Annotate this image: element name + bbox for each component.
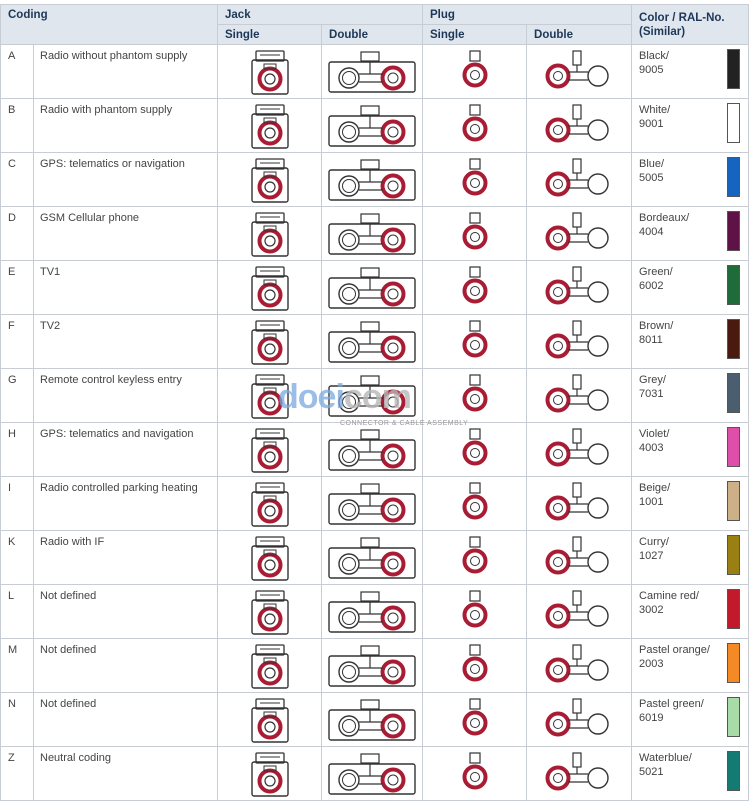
coding-description: Not defined <box>34 639 218 693</box>
ral-number: 5021 <box>639 766 664 778</box>
coding-description: GPS: telematics and navigation <box>34 423 218 477</box>
color-name: White/ <box>639 104 671 116</box>
plug-double-cell <box>527 747 632 801</box>
table-row <box>1 531 749 585</box>
jack-double-connector-icon <box>322 266 422 310</box>
jack-double-connector-icon <box>322 482 422 526</box>
coding-letter: L <box>1 585 34 639</box>
color-ral-cell <box>632 693 749 747</box>
coding-letter: C <box>1 153 34 207</box>
jack-double-cell <box>322 207 423 261</box>
jack-double-cell <box>322 45 423 99</box>
coding-letter: N <box>1 693 34 747</box>
plug-single-cell <box>423 693 527 747</box>
color-name: Pastel green/ <box>639 698 704 710</box>
plug-single-connector-icon <box>423 212 526 252</box>
color-swatch <box>727 157 740 197</box>
table-row <box>1 693 749 747</box>
table-row <box>1 423 749 477</box>
color-name: Camine red/ <box>639 590 699 602</box>
jack-double-connector-icon <box>322 752 422 796</box>
jack-double-connector-icon <box>322 158 422 202</box>
jack-single-connector-icon <box>218 482 321 528</box>
coding-description: Not defined <box>34 693 218 747</box>
jack-single-connector-icon <box>218 752 321 798</box>
plug-single-cell <box>423 261 527 315</box>
jack-single-cell <box>218 207 322 261</box>
coding-description: Radio with phantom supply <box>34 99 218 153</box>
coding-letter: B <box>1 99 34 153</box>
ral-number: 1001 <box>639 496 664 508</box>
color-swatch <box>727 697 740 737</box>
coding-description: GSM Cellular phone <box>34 207 218 261</box>
jack-single-cell <box>218 369 322 423</box>
plug-double-connector-icon <box>527 158 631 198</box>
plug-single-connector-icon <box>423 536 526 576</box>
coding-letter: M <box>1 639 34 693</box>
color-name: Green/ <box>639 266 673 278</box>
ral-number: 2003 <box>639 658 664 670</box>
plug-double-cell <box>527 369 632 423</box>
header-color: Color / RAL-No. (Similar) <box>632 5 749 45</box>
color-name: Violet/ <box>639 428 670 440</box>
table-row <box>1 747 749 801</box>
jack-double-cell <box>322 99 423 153</box>
color-name: Bordeaux/ <box>639 212 690 224</box>
color-ral-cell <box>632 747 749 801</box>
ral-number: 9005 <box>639 64 664 76</box>
coding-description: TV1 <box>34 261 218 315</box>
ral-number: 7031 <box>639 388 664 400</box>
color-swatch <box>727 49 740 89</box>
table-row <box>1 261 749 315</box>
color-name: Grey/ <box>639 374 666 386</box>
color-swatch <box>727 589 740 629</box>
table-row <box>1 477 749 531</box>
jack-double-connector-icon <box>322 536 422 580</box>
coding-description: Remote control keyless entry <box>34 369 218 423</box>
plug-double-connector-icon <box>527 644 631 684</box>
color-swatch <box>727 265 740 305</box>
color-ral-cell <box>632 261 749 315</box>
color-ral-cell <box>632 153 749 207</box>
plug-single-connector-icon <box>423 104 526 144</box>
ral-number: 9001 <box>639 118 664 130</box>
header-jack-single: Single <box>218 25 322 45</box>
plug-double-connector-icon <box>527 104 631 144</box>
coding-description: Not defined <box>34 585 218 639</box>
jack-double-connector-icon <box>322 428 422 472</box>
jack-double-connector-icon <box>322 590 422 634</box>
ral-number: 4004 <box>639 226 664 238</box>
jack-double-cell <box>322 747 423 801</box>
plug-single-cell <box>423 315 527 369</box>
plug-single-cell <box>423 45 527 99</box>
plug-single-connector-icon <box>423 374 526 414</box>
jack-single-connector-icon <box>218 212 321 258</box>
coding-description: Neutral coding <box>34 747 218 801</box>
plug-double-cell <box>527 315 632 369</box>
jack-double-connector-icon <box>322 320 422 364</box>
plug-double-connector-icon <box>527 50 631 90</box>
plug-single-cell <box>423 207 527 261</box>
ral-number: 3002 <box>639 604 664 616</box>
ral-number: 8011 <box>639 334 663 346</box>
color-swatch <box>727 427 740 467</box>
color-ral-cell <box>632 639 749 693</box>
ral-number: 1027 <box>639 550 664 562</box>
color-swatch <box>727 643 740 683</box>
watermark-logo: doeicom CONNECTOR & CABLE ASSEMBLY <box>278 378 469 427</box>
coding-letter: K <box>1 531 34 585</box>
coding-letter: D <box>1 207 34 261</box>
jack-double-cell <box>322 315 423 369</box>
jack-single-connector-icon <box>218 698 321 744</box>
jack-single-connector-icon <box>218 266 321 312</box>
color-ral-cell <box>632 207 749 261</box>
plug-single-connector-icon <box>423 320 526 360</box>
jack-single-connector-icon <box>218 590 321 636</box>
table-row <box>1 315 749 369</box>
plug-single-connector-icon <box>423 50 526 90</box>
plug-double-cell <box>527 45 632 99</box>
ral-number: 6002 <box>639 280 664 292</box>
plug-double-cell <box>527 261 632 315</box>
plug-single-connector-icon <box>423 644 526 684</box>
color-swatch <box>727 103 740 143</box>
header-plug-double: Double <box>527 25 632 45</box>
jack-single-cell <box>218 747 322 801</box>
jack-double-cell <box>322 585 423 639</box>
jack-double-cell <box>322 423 423 477</box>
jack-single-cell <box>218 531 322 585</box>
plug-double-connector-icon <box>527 320 631 360</box>
plug-double-connector-icon <box>527 536 631 576</box>
table-row <box>1 369 749 423</box>
plug-single-cell <box>423 639 527 693</box>
plug-single-connector-icon <box>423 482 526 522</box>
color-swatch <box>727 481 740 521</box>
table-row <box>1 207 749 261</box>
jack-double-connector-icon <box>322 212 422 256</box>
table-row <box>1 639 749 693</box>
jack-single-cell <box>218 423 322 477</box>
coding-letter: G <box>1 369 34 423</box>
color-name: Waterblue/ <box>639 752 692 764</box>
color-swatch <box>727 535 740 575</box>
jack-double-connector-icon <box>322 374 422 418</box>
plug-single-connector-icon <box>423 158 526 198</box>
coding-description: Radio controlled parking heating <box>34 477 218 531</box>
coding-description: GPS: telematics or navigation <box>34 153 218 207</box>
plug-double-connector-icon <box>527 374 631 414</box>
ral-number: 5005 <box>639 172 664 184</box>
plug-single-connector-icon <box>423 590 526 630</box>
plug-double-cell <box>527 639 632 693</box>
jack-double-connector-icon <box>322 104 422 148</box>
color-ral-cell <box>632 531 749 585</box>
plug-single-connector-icon <box>423 698 526 738</box>
jack-double-cell <box>322 261 423 315</box>
jack-double-cell <box>322 693 423 747</box>
ral-number: 4003 <box>639 442 664 454</box>
plug-single-cell <box>423 423 527 477</box>
jack-single-connector-icon <box>218 428 321 474</box>
color-ral-cell <box>632 99 749 153</box>
jack-single-connector-icon <box>218 158 321 204</box>
plug-single-connector-icon <box>423 428 526 468</box>
plug-double-connector-icon <box>527 482 631 522</box>
plug-double-cell <box>527 693 632 747</box>
jack-single-cell <box>218 261 322 315</box>
color-ral-cell <box>632 477 749 531</box>
coding-letter: Z <box>1 747 34 801</box>
jack-single-cell <box>218 477 322 531</box>
color-name: Blue/ <box>639 158 665 170</box>
plug-double-connector-icon <box>527 590 631 630</box>
plug-single-connector-icon <box>423 752 526 792</box>
jack-single-connector-icon <box>218 50 321 96</box>
header-jack: Jack <box>218 5 423 25</box>
jack-single-connector-icon <box>218 104 321 150</box>
plug-double-cell <box>527 531 632 585</box>
plug-single-cell <box>423 747 527 801</box>
plug-single-cell <box>423 585 527 639</box>
plug-double-connector-icon <box>527 266 631 306</box>
color-swatch <box>727 319 740 359</box>
header-plug: Plug <box>423 5 632 25</box>
color-name: Beige/ <box>639 482 671 494</box>
jack-double-cell <box>322 477 423 531</box>
plug-double-cell <box>527 585 632 639</box>
coding-description: Radio with IF <box>34 531 218 585</box>
header-coding: Coding <box>1 5 218 45</box>
jack-single-cell <box>218 639 322 693</box>
coding-description: Radio without phantom supply <box>34 45 218 99</box>
plug-single-cell <box>423 369 527 423</box>
plug-double-cell <box>527 207 632 261</box>
header-plug-single: Single <box>423 25 527 45</box>
table-row <box>1 99 749 153</box>
jack-double-connector-icon <box>322 644 422 688</box>
plug-single-connector-icon <box>423 266 526 306</box>
coding-description: TV2 <box>34 315 218 369</box>
coding-letter: H <box>1 423 34 477</box>
jack-single-cell <box>218 315 322 369</box>
color-ral-cell <box>632 45 749 99</box>
color-ral-cell <box>632 369 749 423</box>
jack-single-cell <box>218 153 322 207</box>
color-swatch <box>727 373 740 413</box>
jack-double-cell <box>322 153 423 207</box>
plug-double-cell <box>527 423 632 477</box>
jack-single-connector-icon <box>218 320 321 366</box>
jack-single-cell <box>218 99 322 153</box>
jack-single-connector-icon <box>218 644 321 690</box>
color-ral-cell <box>632 585 749 639</box>
jack-double-connector-icon <box>322 698 422 742</box>
color-ral-cell <box>632 423 749 477</box>
coding-letter: A <box>1 45 34 99</box>
jack-single-cell <box>218 585 322 639</box>
plug-single-cell <box>423 99 527 153</box>
plug-double-cell <box>527 153 632 207</box>
plug-double-cell <box>527 477 632 531</box>
jack-single-cell <box>218 693 322 747</box>
plug-double-connector-icon <box>527 752 631 792</box>
jack-double-cell <box>322 531 423 585</box>
header-jack-double: Double <box>322 25 423 45</box>
color-name: Brown/ <box>639 320 674 332</box>
jack-double-cell <box>322 639 423 693</box>
color-name: Pastel orange/ <box>639 644 710 656</box>
ral-number: 6019 <box>639 712 664 724</box>
coding-table <box>0 4 749 801</box>
jack-single-connector-icon <box>218 374 321 420</box>
plug-double-cell <box>527 99 632 153</box>
coding-letter: F <box>1 315 34 369</box>
plug-single-cell <box>423 153 527 207</box>
color-swatch <box>727 211 740 251</box>
jack-single-connector-icon <box>218 536 321 582</box>
coding-letter: E <box>1 261 34 315</box>
plug-double-connector-icon <box>527 698 631 738</box>
jack-double-connector-icon <box>322 50 422 94</box>
color-name: Black/ <box>639 50 669 62</box>
plug-double-connector-icon <box>527 428 631 468</box>
coding-letter: I <box>1 477 34 531</box>
plug-single-cell <box>423 531 527 585</box>
color-ral-cell <box>632 315 749 369</box>
plug-double-connector-icon <box>527 212 631 252</box>
table-row <box>1 153 749 207</box>
jack-double-cell <box>322 369 423 423</box>
table-row <box>1 45 749 99</box>
jack-single-cell <box>218 45 322 99</box>
color-swatch <box>727 751 740 791</box>
table-row <box>1 585 749 639</box>
color-name: Curry/ <box>639 536 669 548</box>
plug-single-cell <box>423 477 527 531</box>
